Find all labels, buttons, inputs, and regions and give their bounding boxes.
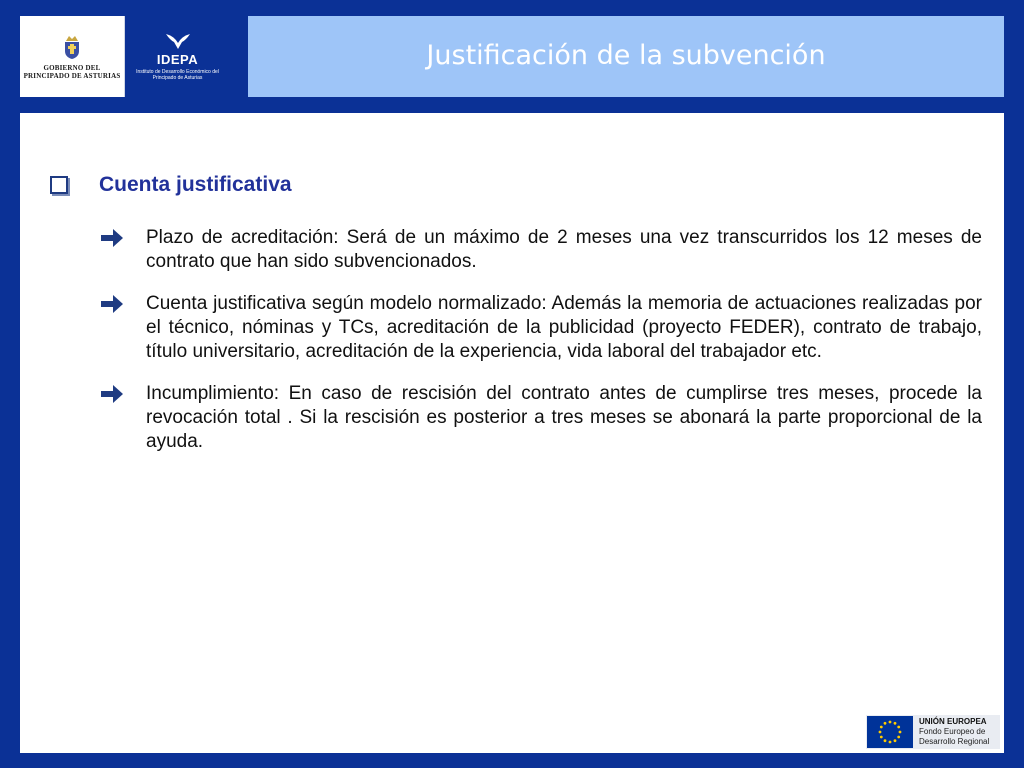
idepa-logo [125, 16, 230, 97]
title-bar [248, 16, 1004, 97]
bullet-text: Incumplimiento: En caso de rescisión del contrato antes de cumplirse tres meses, procede la revocación total . Si la rescisión es posterior a tres meses se abonará la parte proporcional de la ayuda. [146, 383, 982, 452]
page-title: Justificación de la subvención [426, 40, 826, 71]
idepa-logo-subtitle: Instituto de Desarrollo Económico del Principado de Asturias [136, 69, 219, 81]
section-heading [50, 173, 292, 197]
eu-text [919, 717, 989, 747]
eu-title: UNIÓN EUROPEA [919, 717, 987, 726]
arrow-icon [100, 226, 146, 274]
header-logos [20, 16, 230, 97]
list-item [100, 292, 982, 364]
eu-subtitle-1: Fondo Europeo de [919, 727, 986, 736]
asturias-logo-text: GOBIERNO DEL PRINCIPADO DE ASTURIAS [23, 63, 121, 80]
arrow-icon [100, 292, 146, 364]
asturias-coat-of-arms-icon [62, 34, 82, 60]
bullet-text: Plazo de acreditación: Será de un máximo de 2 meses una vez transcurridos los 12 meses de contrato que han sido subvencionados. [146, 227, 982, 272]
eu-flag-icon [867, 716, 913, 748]
slide-content [20, 113, 1004, 753]
eu-feder-badge [866, 715, 1000, 749]
list-item [100, 382, 982, 454]
arrow-icon [100, 382, 146, 454]
asturias-logo [20, 16, 125, 97]
bullet-list [100, 226, 982, 472]
section-title: Cuenta justificativa [99, 173, 292, 196]
eu-subtitle-2: Desarrollo Regional [919, 737, 990, 746]
idepa-logo-name: IDEPA [156, 52, 199, 67]
idepa-bird-icon [165, 32, 191, 50]
list-item [100, 226, 982, 274]
checkbox-icon [50, 176, 68, 194]
bullet-text: Cuenta justificativa según modelo normalizado: Además la memoria de actuaciones realizadas por el técnico, nóminas y TCs, acreditación de la publicidad (proyecto FEDER), contrato de trabajo, título universitario, acreditación de la experiencia, vida laboral del trabajador etc. [146, 293, 982, 362]
